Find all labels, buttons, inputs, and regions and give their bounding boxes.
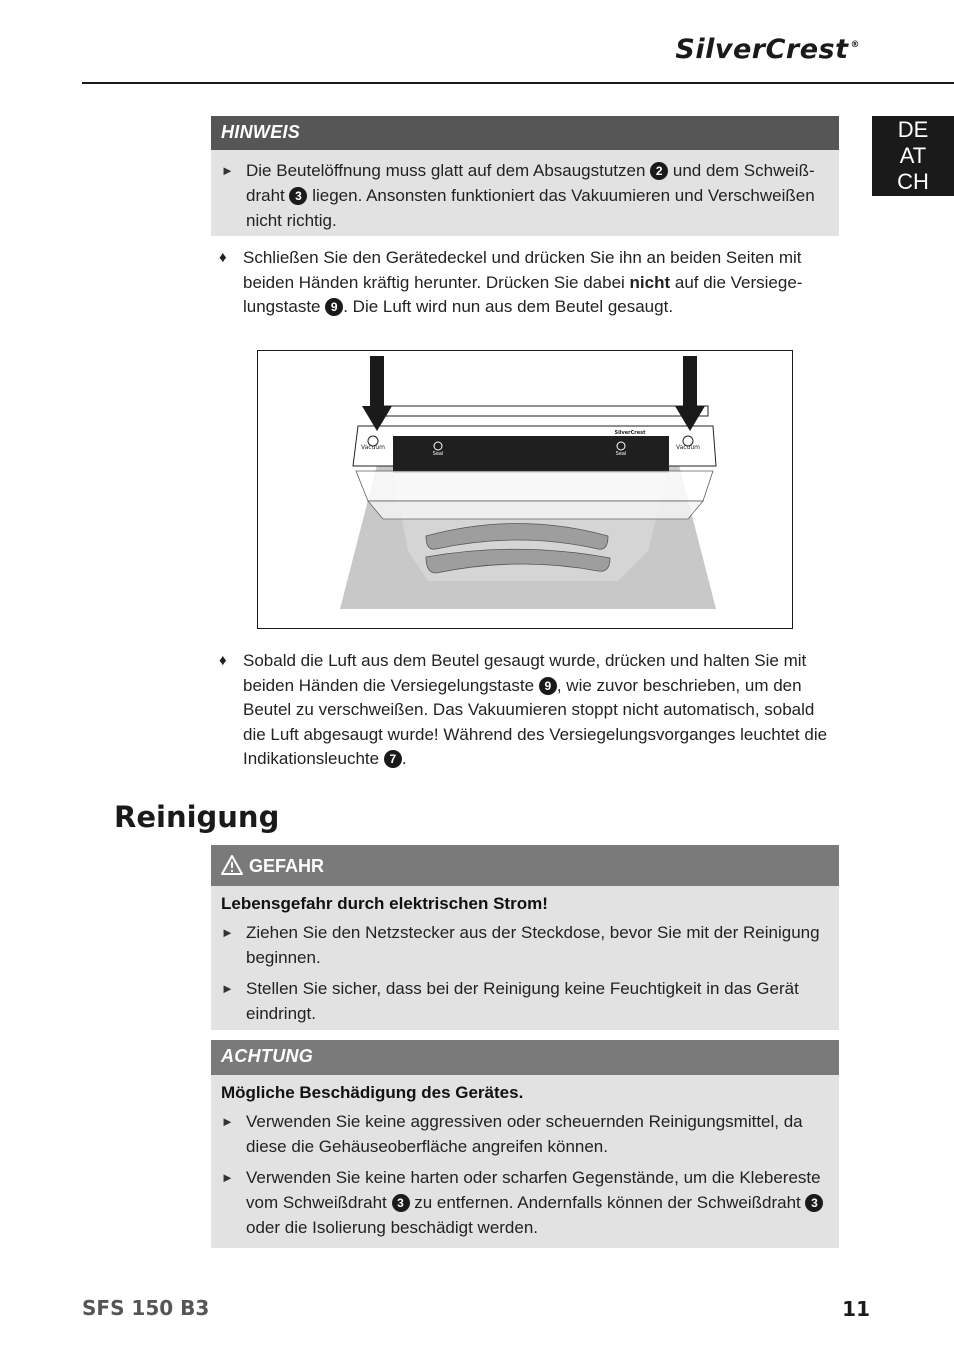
label-seal-right: Seal [615,451,627,457]
hinweis-item: ► Die Beutelöffnung muss glatt auf dem Absaugstutzen 2 und dem Schweiß-draht 3 liegen. Ansonsten funktioniert das Vakuumieren und Verschweißen nicht richtig. [211,150,839,233]
footer-model: SFS 150 B3 [82,1296,210,1320]
press-arrow-left [370,356,384,406]
ref-number: 9 [539,677,557,695]
bullet-triangle-icon: ► [221,981,234,996]
bullet-triangle-icon: ► [221,1170,234,1185]
bullet-triangle-icon: ► [221,163,234,178]
label-seal-left: Seal [432,451,444,457]
ref-number: 7 [384,750,402,768]
gefahr-subtitle: Lebensgefahr durch elektrischen Strom! [221,894,548,913]
press-arrow-right [683,356,697,406]
bullet-triangle-icon: ► [221,1114,234,1129]
gefahr-box [211,845,839,1030]
gefahr-item: ► Ziehen Sie den Netzstecker aus der Steckdose, bevor Sie mit der Reinigung beginnen. [211,914,839,970]
language-de: DE [897,117,929,142]
device-drawing [258,351,791,627]
achtung-title: ACHTUNG [211,1040,839,1075]
step-paragraph-1: ♦ Schließen Sie den Gerätedeckel und drücken Sie ihn an beiden Seiten mit beiden Händen kräftig herunter. Drücken Sie dabei nicht auf die Versiege-lungstaste 9 . Die Luft wird nun aus dem Beutel gesaugt. [219,248,803,316]
diamond-bullet-icon: ♦ [219,652,227,669]
achtung-item: ► Verwenden Sie keine aggressiven oder scheuernden Reinigungsmittel, da diese die Gehäuseoberfläche angreifen können. [211,1103,839,1159]
hinweis-box [211,116,839,236]
achtung-subtitle: Mögliche Beschädigung des Gerätes. [221,1083,524,1102]
achtung-box [211,1040,839,1248]
label-vacuum-right: Vacuum [675,444,701,451]
ref-number: 3 [392,1194,410,1212]
ref-number: 3 [289,187,307,205]
ref-number: 2 [650,162,668,180]
header-rule [82,82,954,84]
device-brand-label: SilverCrest [614,430,646,436]
language-at: AT [899,143,927,168]
language-tab [872,116,954,196]
hinweis-title: HINWEIS [211,116,839,150]
vacuum-sealer-illustration [257,350,793,629]
label-vacuum-left: Vacuum [360,444,386,451]
diamond-bullet-icon: ♦ [219,249,227,266]
page-number: 11 [842,1297,870,1321]
gefahr-title: GEFAHR [211,845,839,886]
brand-logo: SilverCrest ® [675,34,860,65]
section-title: Reinigung [114,800,280,834]
step-paragraph-2: ♦ Sobald die Luft aus dem Beutel gesaugt wurde, drücken und halten Sie mit beiden Händen die Versiegelungstaste 9 , wie zuvor beschrieben, um den Beutel zu verschweißen. Das Vakuumieren stoppt nicht automatisch, sobald die Luft abgesaugt wurde! Während des Versiegelungsvorganges leuchtet die Indikationsleuchte 7 . [219,651,828,768]
achtung-item: ► Verwenden Sie keine harten oder scharfen Gegenstände, um die Klebereste vom Schweißdraht 3 zu entfernen. Andernfalls können der Schweißdraht 3 oder die Isolierung beschädigt werden. [211,1159,839,1240]
bullet-triangle-icon: ► [221,925,234,940]
gefahr-item: ► Stellen Sie sicher, dass bei der Reinigung keine Feuchtigkeit in das Gerät eindringt. [211,970,839,1026]
warning-triangle-icon [221,855,243,875]
language-ch: CH [897,169,929,194]
ref-number: 9 [325,298,343,316]
ref-number: 3 [805,1194,823,1212]
